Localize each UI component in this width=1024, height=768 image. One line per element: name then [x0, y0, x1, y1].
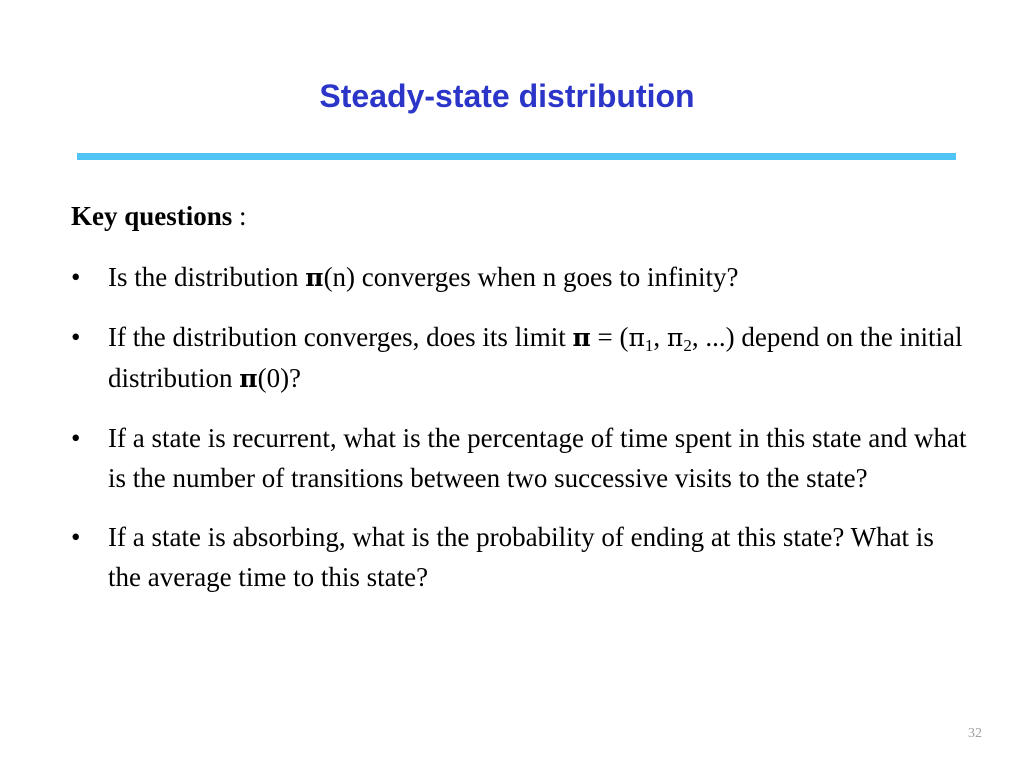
list-item	[71, 418, 971, 498]
bullet-icon: •	[71, 262, 81, 292]
heading-text: Key questions	[71, 201, 233, 231]
page-number: 32	[968, 726, 982, 741]
list-item	[71, 257, 971, 298]
key-questions-heading	[71, 196, 971, 236]
pi-symbol: π	[305, 263, 324, 292]
slide-title: Steady-state distribution	[319, 78, 695, 114]
pi-symbol: π	[666, 323, 684, 352]
pi-symbol: π	[572, 323, 591, 352]
subscript: 1	[644, 336, 654, 355]
title-divider	[77, 153, 956, 160]
pi-symbol: π	[239, 364, 258, 393]
bullet-icon: •	[71, 423, 81, 453]
equals-open: = (	[590, 322, 629, 352]
question-text: , ...) depend on the initial distribution	[108, 322, 963, 393]
question-text: If a state is absorbing, what is the probability of ending at this state? What is the average time to this state?	[108, 522, 934, 592]
list-item	[71, 517, 971, 597]
question-text: Is the distribution	[108, 262, 306, 292]
separator: ,	[653, 322, 667, 352]
heading-colon: :	[232, 201, 247, 231]
pi-symbol: π	[628, 323, 645, 352]
question-text: (0)?	[257, 363, 302, 393]
question-text: If a state is recurrent, what is the percentage of time spent in this state and what is the number of transitions between two successive visits to the state?	[108, 423, 967, 493]
question-list	[71, 257, 971, 597]
bullet-icon: •	[71, 322, 81, 352]
slide-body	[71, 196, 971, 616]
question-text: (n) converges when n goes to infinity?	[323, 262, 739, 292]
list-item	[71, 317, 971, 399]
question-text: If the distribution converges, does its limit	[108, 322, 573, 352]
subscript: 2	[683, 336, 692, 355]
bullet-icon: •	[71, 522, 81, 552]
